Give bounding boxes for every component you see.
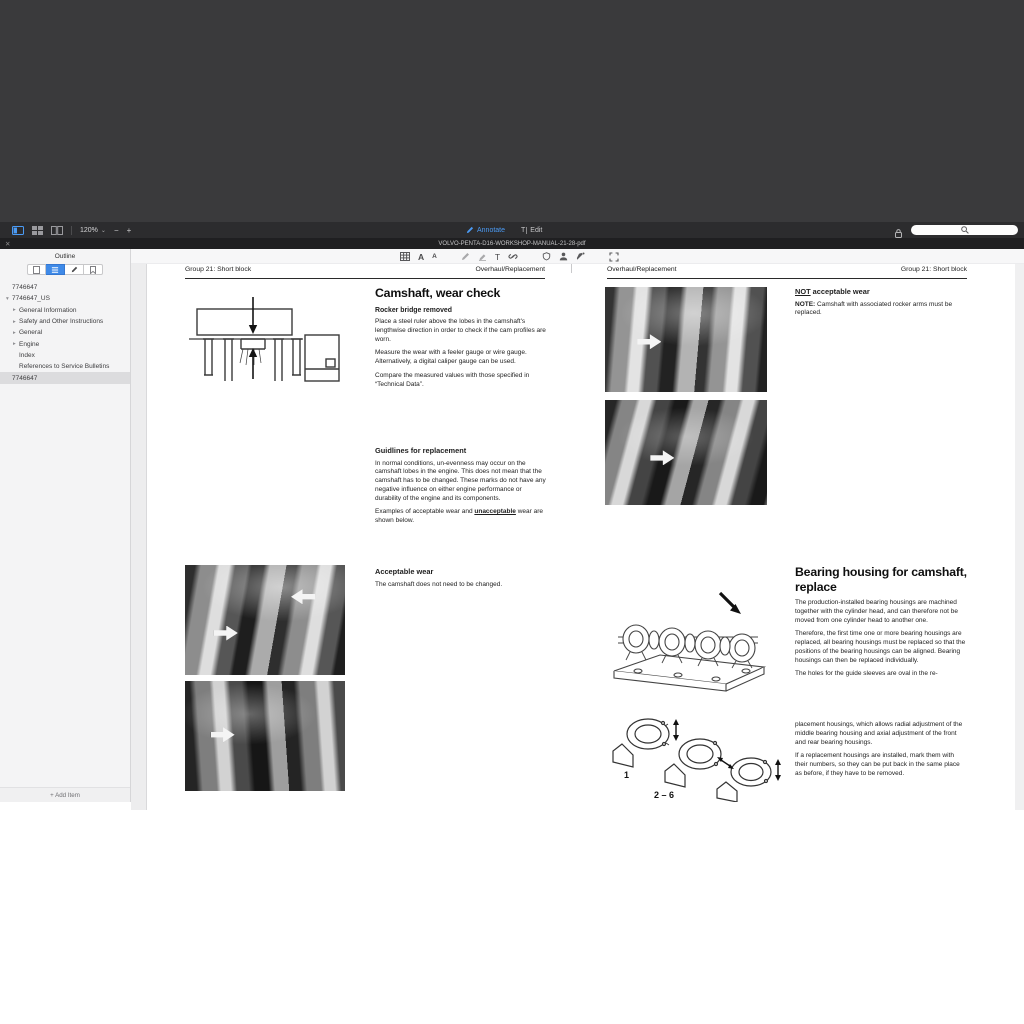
- header-rule: [185, 278, 545, 279]
- pencil-icon[interactable]: [461, 252, 470, 261]
- edit-label: Edit: [530, 226, 543, 234]
- zoom-control[interactable]: [80, 227, 106, 234]
- outline-list-icon: [51, 266, 59, 274]
- two-page-view-icon[interactable]: [51, 226, 63, 235]
- outline-item-label: 7746647: [12, 284, 38, 292]
- rocker-bridge-diagram: [185, 295, 345, 410]
- tab-thumbnails[interactable]: [27, 264, 46, 275]
- camshaft-unacceptable-photo-2: [605, 400, 767, 505]
- outline-item[interactable]: [0, 350, 130, 361]
- section-heading: Guidlines for replacement: [375, 446, 467, 455]
- paragraph: If a replacement housings are installed, mark them with their numbers, so they can be put back in the same place as before, if they have to be removed.: [795, 752, 960, 777]
- outline-item-label: References to Service Bulletins: [19, 363, 110, 371]
- fullscreen-icon[interactable]: [609, 252, 619, 262]
- zoom-level[interactable]: 120%: [80, 226, 98, 234]
- page-divider-mark: [571, 264, 572, 273]
- app-toolbar: [0, 222, 1024, 238]
- tab-annotations[interactable]: [65, 264, 84, 275]
- camshaft-unacceptable-photo-1: [605, 287, 767, 392]
- font-large-icon[interactable]: A: [418, 251, 425, 262]
- document-filename: VOLVO-PENTA-D16-WORKSHOP-MANUAL-21-28-pdf: [438, 240, 586, 247]
- running-header-group: Group 21: Short block: [900, 266, 967, 273]
- note-paragraph: NOTE: Camshaft with associated rocker arms must be replaced.: [795, 300, 953, 317]
- section-heading: Acceptable wear: [375, 567, 434, 576]
- grid-view-icon[interactable]: [32, 226, 43, 235]
- stamp-icon[interactable]: [542, 252, 551, 261]
- outline-item-label: General Information: [19, 306, 77, 314]
- page-header-left: [185, 266, 545, 273]
- outline-item[interactable]: [0, 338, 130, 349]
- chevron-down-icon[interactable]: ⌄: [100, 227, 106, 234]
- edit-button[interactable]: [521, 222, 542, 238]
- paragraph: placement housings, which allows radial adjustment of the middle bearing housing and axial adjustment of the front and rear bearing housings.: [795, 721, 963, 746]
- search-icon: [961, 226, 969, 234]
- running-header-section: Overhaul/Replacement: [475, 266, 545, 273]
- bookmark-icon: [90, 266, 96, 274]
- pdf-view[interactable]: [131, 249, 1024, 810]
- paragraph: Therefore, the first time one or more bearing housings are replaced, all bearing housings must be replaced so that the positions of the bearing housings can be aligned. Bearing housings can then be replaced individually.: [795, 630, 966, 664]
- disclosure-icon[interactable]: ▸: [13, 329, 16, 336]
- text-icon[interactable]: T: [494, 251, 501, 262]
- paragraph: The holes for the guide sleeves are oval in the re-: [795, 670, 938, 678]
- article-title: Camshaft, wear check: [375, 286, 501, 300]
- article-column: [375, 446, 547, 526]
- outline-item-label: General: [19, 329, 43, 337]
- running-header-section: Overhaul/Replacement: [607, 266, 677, 273]
- scroll-gutter-left: [131, 264, 147, 810]
- paragraph: Compare the measured values with those specified in “Technical Data”.: [375, 371, 530, 388]
- outline-item-label: 7746647_US: [12, 295, 50, 303]
- camshaft-acceptable-photo-2: [185, 681, 345, 791]
- desktop-background: [0, 0, 1024, 222]
- outline-item-label: Index: [19, 351, 35, 359]
- outline-sidebar: [0, 249, 131, 802]
- outline-item[interactable]: [0, 327, 130, 338]
- link-icon[interactable]: [508, 252, 518, 261]
- page-header-right: [607, 266, 967, 273]
- outline-item-selected[interactable]: [0, 372, 130, 383]
- article-title: Bearing housing for camshaft, replace: [795, 565, 967, 594]
- outline-item-label: Safety and Other Instructions: [19, 318, 104, 326]
- annotation-pen-icon: [71, 266, 78, 273]
- document-titlebar: [0, 238, 1024, 249]
- paragraph: The camshaft does not need to be changed.: [375, 580, 503, 588]
- running-header-group: Group 21: Short block: [185, 266, 252, 273]
- signature-icon[interactable]: [559, 252, 568, 261]
- highlighter-icon[interactable]: [478, 252, 487, 261]
- header-rule: [607, 278, 967, 279]
- scrollbar-track[interactable]: [1015, 264, 1024, 810]
- arrow-right-icon: [650, 450, 674, 465]
- camshaft-bearing-assembly-diagram: [608, 585, 770, 700]
- arrow-right-icon: [637, 334, 661, 349]
- search-input[interactable]: [911, 225, 1018, 235]
- zoom-in-button[interactable]: +: [126, 225, 132, 235]
- outline-item[interactable]: [0, 282, 130, 293]
- article-column: [375, 286, 547, 389]
- article-column: [795, 565, 967, 679]
- disclosure-icon[interactable]: ▾: [6, 295, 9, 302]
- underlined-word: unacceptable: [474, 508, 516, 516]
- outline-item[interactable]: [0, 305, 130, 316]
- outline-item[interactable]: [0, 316, 130, 327]
- figure-label-1: 1: [624, 770, 630, 780]
- article-subtitle: Rocker bridge removed: [375, 306, 452, 314]
- bearing-housings-diagram: [608, 708, 785, 802]
- table-icon[interactable]: [400, 252, 410, 261]
- tab-bookmarks[interactable]: [84, 264, 103, 275]
- arrow-right-icon: [214, 626, 238, 641]
- arrow-right-icon: [211, 727, 235, 742]
- outline-item-label: Engine: [19, 340, 40, 348]
- sidebar-toggle-icon[interactable]: [12, 226, 24, 235]
- paragraph: The production-installed bearing housings are machined together with the cylinder head, and can therefore not be moved from one cylinder head to another one.: [795, 599, 958, 624]
- paragraph: In normal conditions, un-evenness may occur on the camshaft lobes in the engine. This does not mean that the camshaft has to be changed. These marks do not have any negative influence on either engine performance or durability of the engine and its components.: [375, 459, 546, 503]
- annotate-button[interactable]: [466, 222, 505, 238]
- annotate-label: Annotate: [477, 226, 506, 234]
- article-column: [795, 721, 967, 779]
- sidebar-title: Outline: [54, 253, 76, 260]
- outline-item-label: 7746647: [12, 374, 38, 382]
- add-item-button[interactable]: + Add Item: [0, 787, 130, 802]
- outline-item[interactable]: [0, 361, 130, 372]
- outline-list: [0, 282, 130, 384]
- article-column: [795, 287, 967, 318]
- sidebar-view-switcher: [0, 264, 130, 275]
- annotation-toolbar: [131, 249, 1024, 264]
- edit-text-icon: T: [521, 226, 526, 234]
- toolbar-divider: [71, 226, 72, 235]
- arrow-left-icon: [291, 589, 315, 604]
- tab-outline[interactable]: [46, 264, 65, 275]
- close-tab-icon[interactable]: ✕: [5, 240, 11, 248]
- paragraph: Place a steel ruler above the lobes in the camshaft's lengthwise direction in order to check if the cam profiles are worn.: [375, 318, 546, 344]
- disclosure-icon[interactable]: ▸: [13, 341, 16, 348]
- disclosure-icon[interactable]: ▸: [13, 318, 16, 325]
- article-column: [375, 567, 547, 589]
- annotate-pencil-icon: [466, 226, 474, 234]
- disclosure-icon[interactable]: ▸: [13, 307, 16, 314]
- note-label: NOTE:: [795, 300, 816, 308]
- pen-icon[interactable]: [576, 252, 585, 261]
- figure-label-2-6: 2 – 6: [654, 790, 675, 800]
- font-small-icon[interactable]: A: [432, 253, 437, 260]
- zoom-out-button[interactable]: −: [113, 225, 119, 235]
- paragraph: Examples of acceptable wear and unacceptable wear are shown below.: [375, 508, 544, 525]
- section-heading: NOT acceptable wear: [795, 287, 870, 296]
- paragraph: Measure the wear with a feeler gauge or wire gauge. Alternatively, a digital caliper gauge can be used.: [375, 349, 527, 366]
- outline-item[interactable]: [0, 293, 130, 304]
- camshaft-acceptable-photo-1: [185, 565, 345, 675]
